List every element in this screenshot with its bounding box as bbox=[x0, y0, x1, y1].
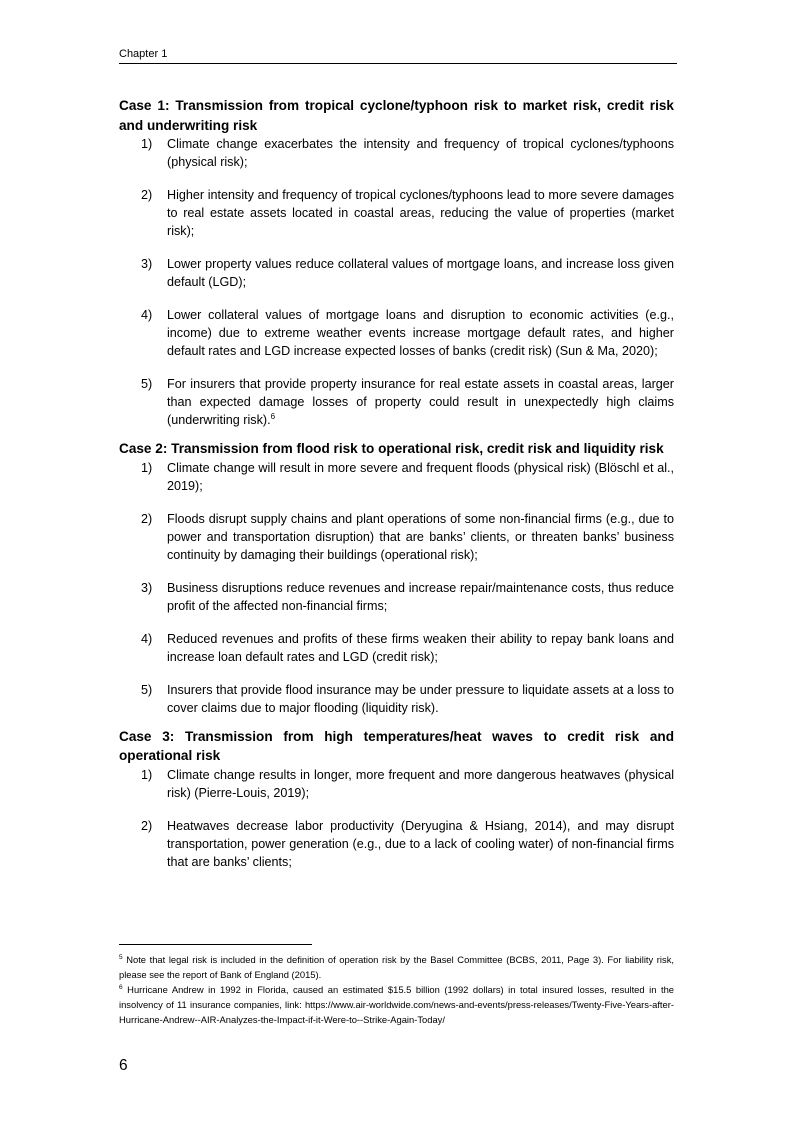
list-item bbox=[119, 135, 674, 171]
list-item bbox=[119, 766, 674, 802]
header-rule bbox=[119, 63, 677, 64]
list-item bbox=[119, 459, 674, 495]
item-number: 4) bbox=[141, 308, 153, 322]
list-item bbox=[119, 186, 674, 240]
footnote-text: Note that legal risk is included in the definition of operation risk by the Basel Committee (BCBS, 2011, Page 3). For liability risk, please see the report of Bank of England (2015). bbox=[119, 954, 674, 980]
item-text: Higher intensity and frequency of tropical cyclones/typhoons lead to more severe damages to real estate assets located in coastal areas, reducing the value of properties (market risk); bbox=[167, 188, 674, 238]
case-3-list bbox=[119, 766, 674, 871]
item-number: 4) bbox=[141, 631, 153, 646]
footnote-mark: 6 bbox=[119, 983, 123, 991]
list-item bbox=[119, 255, 674, 291]
case-2-list bbox=[119, 459, 674, 717]
list-item bbox=[119, 375, 674, 429]
item-text: For insurers that provide property insurance for real estate assets in coastal areas, larger than expected damage losses of property could result in unexpectedly high claims (underwriting risk). bbox=[167, 377, 674, 427]
case-2-heading: Case 2: Transmission from flood risk to operational risk, credit risk and liquidity risk bbox=[119, 441, 664, 456]
footnote-reference[interactable]: 6 bbox=[270, 411, 276, 421]
running-header: Chapter 1 bbox=[119, 48, 168, 60]
item-number: 5) bbox=[141, 682, 153, 697]
list-item bbox=[119, 306, 674, 360]
page-number: 6 bbox=[119, 1057, 128, 1074]
item-number: 3) bbox=[141, 580, 153, 595]
footnote-mark: 5 bbox=[119, 953, 123, 961]
item-text: Insurers that provide flood insurance may be under pressure to liquidate assets at a loss to cover claims due to major flooding (liquidity risk). bbox=[167, 682, 674, 715]
item-number: 1) bbox=[141, 137, 153, 151]
item-number: 1) bbox=[141, 460, 153, 475]
item-text: Climate change will result in more severe and frequent floods (physical risk) (Blöschl et al., 2019); bbox=[167, 460, 674, 493]
item-number: 2) bbox=[141, 188, 153, 202]
item-text: Reduced revenues and profits of these firms weaken their ability to repay bank loans and increase loan default rates and LGD (credit risk); bbox=[167, 631, 674, 664]
footnotes bbox=[119, 952, 674, 1027]
item-text: Business disruptions reduce revenues and increase repair/maintenance costs, thus reduce profit of the affected non-financial firms; bbox=[167, 580, 674, 613]
footnote-5 bbox=[119, 952, 674, 982]
case-3-heading: Case 3: Transmission from high temperatures/heat waves to credit risk and operational risk bbox=[119, 728, 674, 763]
case-1-list bbox=[119, 135, 674, 429]
list-item bbox=[119, 510, 674, 564]
item-number: 3) bbox=[141, 257, 153, 271]
list-item bbox=[119, 579, 674, 615]
footnote-text[interactable]: Hurricane Andrew in 1992 in Florida, caused an estimated $15.5 billion (1992 dollars) in total insured losses, resulted in the insolvency of 11 insurance companies, link: https://www.air-worldwide.com/news-and-events/press-releases/Twenty-Five-Years-after-Hurricane-Andrew--AIR-Analyzes-the-Impact-if-it-Were-to--Strike-Again-Today/ bbox=[119, 984, 675, 1025]
item-text: Climate change results in longer, more frequent and more dangerous heatwaves (physical risk) (Pierre-Louis, 2019); bbox=[167, 767, 674, 800]
item-text: Heatwaves decrease labor productivity (Deryugina & Hsiang, 2014), and may disrupt transportation, power generation (e.g., due to a lack of cooling water) of non-financial firms that are banks’ clients; bbox=[167, 818, 674, 869]
footnote-rule bbox=[119, 944, 312, 945]
list-item bbox=[119, 681, 674, 717]
item-number: 2) bbox=[141, 818, 153, 833]
case-1-heading: Case 1: Transmission from tropical cyclone/typhoon risk to market risk, credit risk and underwriting risk bbox=[119, 98, 674, 133]
item-number: 2) bbox=[141, 511, 153, 526]
item-text: Lower property values reduce collateral values of mortgage loans, and increase loss given default (LGD); bbox=[167, 257, 674, 289]
item-number: 1) bbox=[141, 767, 153, 782]
list-item bbox=[119, 817, 674, 871]
item-text: Floods disrupt supply chains and plant operations of some non-financial firms (e.g., due to power and transportation disruption) that are banks’ clients, or threaten banks’ business continuity by damaging their buildings (operational risk); bbox=[167, 511, 674, 562]
main-content bbox=[119, 96, 674, 871]
item-number: 5) bbox=[141, 377, 153, 391]
item-text: Lower collateral values of mortgage loans and disruption to economic activities (e.g., income) due to extreme weather events increase mortgage default rates, and higher default rates and LGD increase expected losses of banks (credit risk) (Sun & Ma, 2020); bbox=[167, 308, 674, 358]
item-text: Climate change exacerbates the intensity and frequency of tropical cyclones/typhoons (physical risk); bbox=[167, 137, 674, 169]
footnote-6 bbox=[119, 982, 674, 1027]
list-item bbox=[119, 630, 674, 666]
